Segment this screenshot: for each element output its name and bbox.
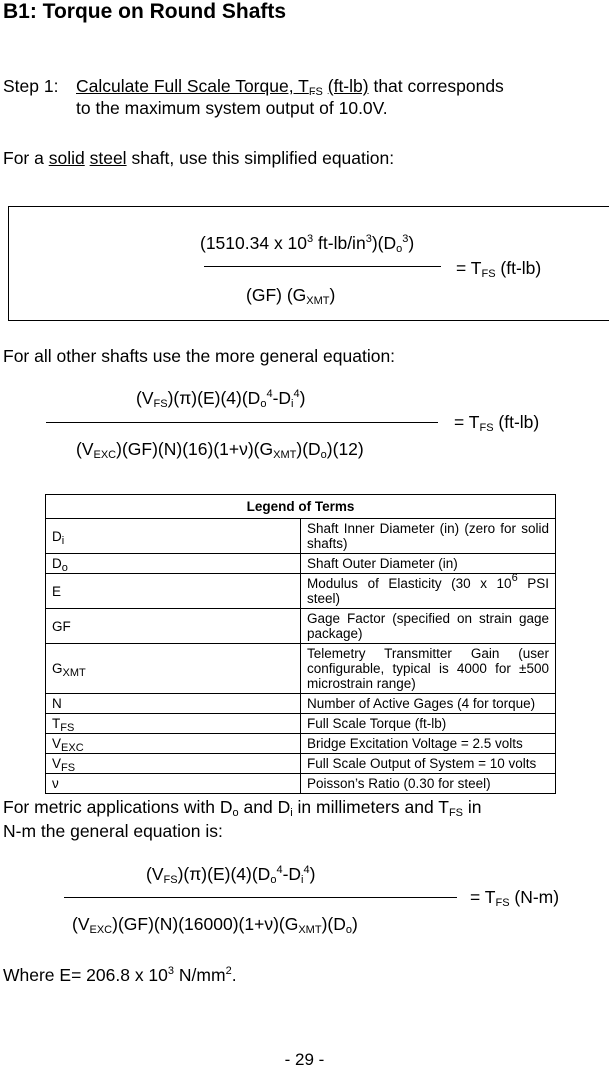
eq1-denominator: (GF) $(G_{XMT})$ — [246, 285, 336, 307]
legend-definition: Full Scale Torque (ft-lb) — [301, 714, 556, 734]
eq3-denominator: $(V_{EXC})(GF)(N)(16000)(1+\nu)(G_{XMT})(D_o)$ — [72, 914, 358, 936]
table-row — [46, 734, 556, 754]
table-row — [46, 554, 556, 574]
legend-header-row — [46, 495, 556, 519]
table-row — [46, 574, 556, 609]
modulus-note: Where E= 206.8 x $10^3$ $N/mm^2$. — [3, 965, 237, 985]
eq1-numerator: (1510.34 x $10^3$ $ft-lb/in^3)(D_o^3)$ — [200, 233, 415, 255]
legend-symbol: E — [46, 574, 301, 609]
solid-word: solid — [48, 148, 85, 168]
table-row — [46, 714, 556, 734]
legend-symbol: $D_i$ — [46, 519, 301, 554]
legend-symbol: N — [46, 694, 301, 714]
legend-definition: Shaft Outer Diameter (in) — [301, 554, 556, 574]
legend-definition: Full Scale Output of System = 10 volts — [301, 754, 556, 774]
table-row — [46, 609, 556, 644]
page-title: B1: Torque on Round Shafts — [3, 0, 287, 23]
step1-link-text: Calculate Full Scale Torque, $T_{FS}$ — [76, 76, 323, 98]
legend-symbol: $D_o$ — [46, 554, 301, 574]
legend-definition: Shaft Inner Diameter (in) (zero for solid shafts) — [301, 519, 556, 554]
step1-line2: to the maximum system output of 10.0V. — [76, 98, 388, 118]
table-row — [46, 644, 556, 694]
eq3-fraction-bar — [64, 897, 457, 898]
legend-definition: Bridge Excitation Voltage = 2.5 volts — [301, 734, 556, 754]
table-row — [46, 774, 556, 794]
legend-symbol: ν — [46, 774, 301, 794]
eq3-result: = $T_{FS}$ (N-m) — [470, 887, 560, 909]
legend-symbol: $V_{FS}$ — [46, 754, 301, 774]
legend-header: Legend of Terms — [46, 495, 556, 519]
solid-steel-sentence: For a solid steel shaft, use this simplified equation: — [3, 148, 395, 168]
legend-definition: Gage Factor (specified on strain gage package) — [301, 609, 556, 644]
step1-text — [76, 76, 601, 97]
eq2-fraction-bar — [46, 422, 438, 423]
legend-symbol: GF — [46, 609, 301, 644]
eq2-denominator: $(V_{EXC})(GF)(N)(16)(1+\nu)(G_{XMT})(D_o)(12)$ — [76, 439, 364, 461]
step-label: Step 1: — [3, 76, 59, 96]
page-number: - 29 - — [284, 1050, 325, 1069]
step1-rest: that corresponds — [373, 76, 504, 96]
steel-word: steel — [89, 148, 127, 168]
eq2-result: = $T_{FS}$ (ft-lb) — [454, 412, 540, 434]
eq2-numerator: $(V_{FS})(\pi)(E)(4)(D_o^4-D_i^4)$ — [136, 388, 306, 410]
legend-definition: Poisson’s Ratio (0.30 for steel) — [301, 774, 556, 794]
general-equation-intro: For all other shafts use the more general equation: — [3, 346, 396, 366]
legend-definition: Number of Active Gages (4 for torque) — [301, 694, 556, 714]
table-row — [46, 754, 556, 774]
table-row — [46, 694, 556, 714]
metric-sentence-line2: N-m the general equation is: — [3, 821, 223, 841]
legend-table — [45, 494, 556, 794]
eq1-result: = $T_{FS}$ (ft-lb) — [456, 258, 542, 280]
legend-symbol: $V_{EXC}$ — [46, 734, 301, 754]
metric-sentence: For metric applications with $D_o$ and $D_i$ in millimeters and $T_{FS}$ in — [3, 797, 482, 819]
table-row — [46, 519, 556, 554]
legend-symbol: $G_{XMT}$ — [46, 644, 301, 694]
eq1-fraction-bar — [204, 266, 441, 267]
legend-definition: Telemetry Transmitter Gain (user configurable, typical is 4000 for ±500 microstrain range) — [301, 644, 556, 694]
legend-symbol: $T_{FS}$ — [46, 714, 301, 734]
step1-unit: (ft-lb) — [327, 76, 369, 96]
eq3-numerator: $(V_{FS})(\pi)(E)(4)(D_o^4-D_i^4)$ — [146, 864, 316, 886]
legend-definition: Modulus of Elasticity (30 x $10^6$ PSI steel) — [301, 574, 556, 609]
